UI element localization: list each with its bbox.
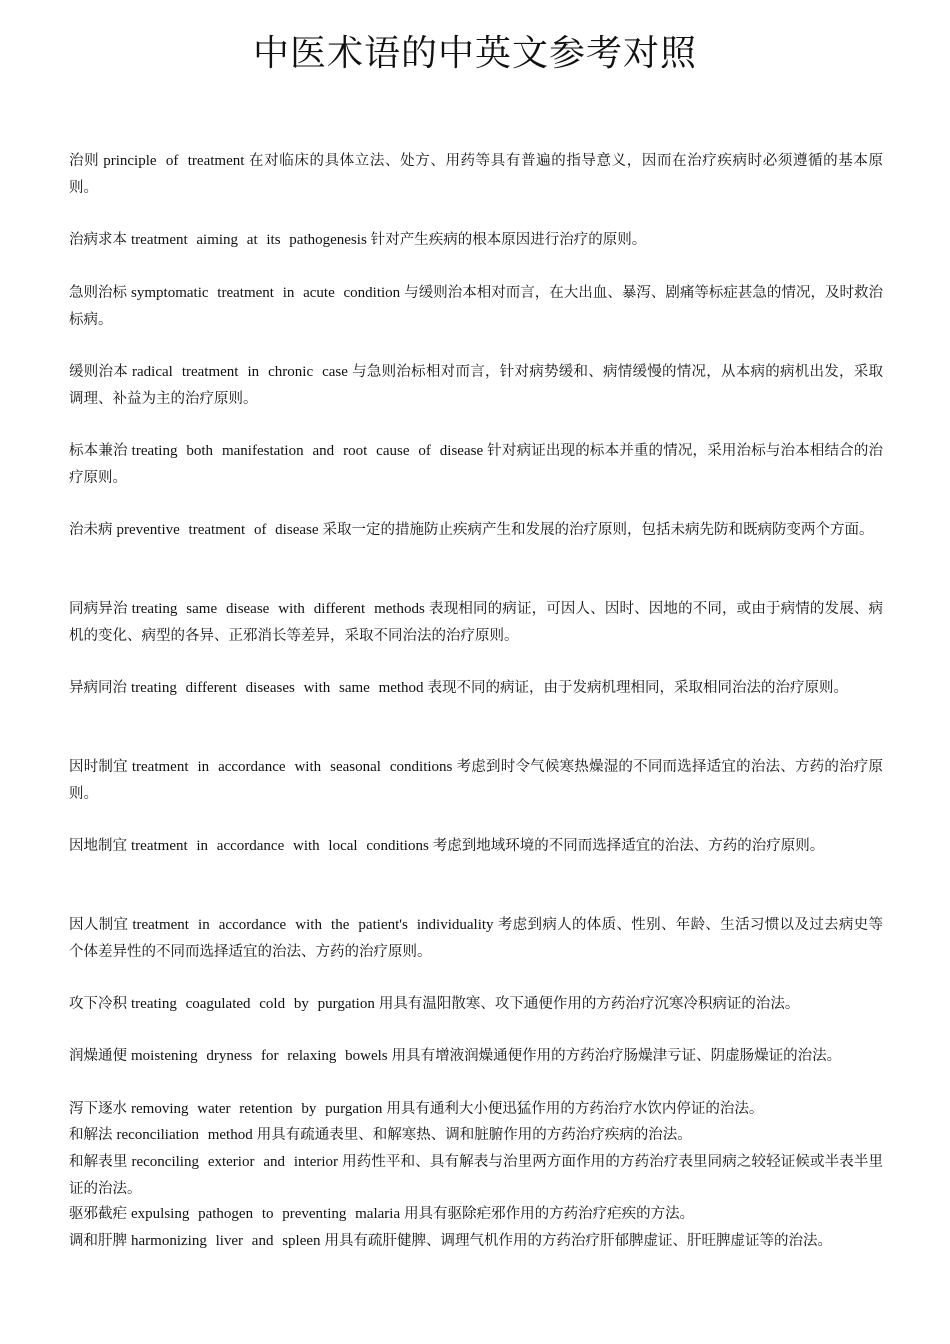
term-english: radical treatment in chronic case bbox=[132, 364, 348, 380]
term-definition: 针对病证出现的标本并重的情况，采用治标与治本相结合的治疗原则。 bbox=[69, 443, 883, 486]
term-chinese: 同病异治 bbox=[69, 601, 128, 617]
term-entry bbox=[69, 1095, 883, 1122]
term-english: treating coagulated cold by purgation bbox=[131, 996, 375, 1012]
term-english: principle of treatment bbox=[103, 153, 245, 169]
term-entry bbox=[69, 147, 883, 201]
term-english: treatment in accordance with the patient's individuality bbox=[132, 917, 494, 933]
term-definition: 用具有增液润燥通便作用的方药治疗肠燥津亏证、阴虚肠燥证的治法。 bbox=[391, 1048, 842, 1064]
term-chinese: 治病求本 bbox=[69, 232, 127, 248]
term-english: treatment in accordance with local conditions bbox=[131, 838, 429, 854]
term-entry bbox=[69, 1042, 883, 1069]
term-entry bbox=[69, 437, 883, 491]
term-english: reconciling exterior and interior bbox=[131, 1154, 339, 1170]
term-definition: 考虑到时令气候寒热燥湿的不同而选择适宜的治法、方药的治疗原则。 bbox=[69, 759, 884, 802]
term-english: treating same disease with different methods bbox=[131, 601, 425, 617]
term-entry bbox=[69, 595, 883, 649]
term-definition: 用具有温阳散寒、攻下通便作用的方药治疗沉寒冷积病证的治法。 bbox=[378, 996, 800, 1012]
term-english: reconciliation method bbox=[116, 1127, 253, 1143]
term-definition: 考虑到病人的体质、性别、年龄、生活习惯以及过去病史等个体差异性的不同而选择适宜的治法、方药的治疗原则。 bbox=[69, 917, 884, 960]
term-entry bbox=[69, 753, 883, 807]
term-chinese: 缓则治本 bbox=[69, 364, 129, 380]
term-chinese: 泻下逐水 bbox=[69, 1101, 127, 1117]
term-english: moistening dryness for relaxing bowels bbox=[131, 1048, 388, 1064]
term-entry bbox=[69, 1200, 883, 1227]
term-entry bbox=[69, 1148, 883, 1202]
term-chinese: 攻下冷积 bbox=[69, 996, 127, 1012]
term-english: treatment in accordance with seasonal conditions bbox=[131, 759, 453, 775]
term-definition: 采取一定的措施防止疾病产生和发展的治疗原则，包括未病先防和既病防变两个方面。 bbox=[322, 522, 874, 538]
term-entry bbox=[69, 990, 883, 1017]
term-definition: 表现相同的病证，可因人、因时、因地的不同，或由于病情的发展、病机的变化、病型的各异、正邪消长等差异，采取不同治法的治疗原则。 bbox=[69, 601, 884, 644]
term-chinese: 因地制宜 bbox=[69, 838, 127, 854]
page-title: 中医术语的中英文参考对照 bbox=[252, 33, 697, 74]
term-chinese: 调和肝脾 bbox=[69, 1233, 127, 1249]
term-entry bbox=[69, 279, 883, 333]
term-definition: 用具有疏通表里、和解寒热、调和脏腑作用的方药治疗疾病的治法。 bbox=[256, 1127, 692, 1143]
term-english: expulsing pathogen to preventing malaria bbox=[131, 1206, 401, 1222]
term-chinese: 和解表里 bbox=[69, 1154, 128, 1170]
term-english: preventive treatment of disease bbox=[116, 522, 319, 538]
term-english: removing water retention by purgation bbox=[131, 1101, 383, 1117]
term-entry bbox=[69, 358, 883, 412]
term-entry bbox=[69, 832, 883, 859]
term-definition: 用具有驱除疟邪作用的方药治疗疟疾的方法。 bbox=[404, 1206, 695, 1222]
term-chinese: 治则 bbox=[69, 153, 100, 169]
term-english: treatment aiming at its pathogenesis bbox=[131, 232, 367, 248]
term-entry bbox=[69, 674, 883, 701]
term-chinese: 标本兼治 bbox=[69, 443, 128, 459]
term-definition: 与缓则治本相对而言，在大出血、暴泻、剧痛等标症甚急的情况，及时救治标病。 bbox=[69, 285, 883, 328]
term-definition: 针对产生疾病的根本原因进行治疗的原则。 bbox=[370, 232, 647, 248]
term-definition: 用药性平和、具有解表与治里两方面作用的方药治疗表里同病之较轻证候或半表半里证的治法。 bbox=[69, 1154, 884, 1197]
term-chinese: 和解法 bbox=[69, 1127, 113, 1143]
term-chinese: 治未病 bbox=[69, 522, 113, 538]
term-english: treating different diseases with same method bbox=[131, 680, 424, 696]
term-chinese: 急则治标 bbox=[69, 285, 128, 301]
term-entry bbox=[69, 516, 883, 543]
term-english: harmonizing liver and spleen bbox=[131, 1233, 321, 1249]
term-chinese: 异病同治 bbox=[69, 680, 127, 696]
term-definition: 与急则治标相对而言，针对病势缓和、病情缓慢的情况，从本病的病机出发，采取调理、补益为主的治疗原则。 bbox=[69, 364, 883, 407]
term-definition: 考虑到地域环境的不同而选择适宜的治法、方药的治疗原则。 bbox=[432, 838, 825, 854]
term-entry bbox=[69, 1121, 883, 1148]
term-english: symptomatic treatment in acute condition bbox=[131, 285, 401, 301]
term-entry bbox=[69, 226, 883, 253]
term-entry bbox=[69, 911, 883, 965]
term-chinese: 因时制宜 bbox=[69, 759, 128, 775]
term-entry bbox=[69, 1227, 883, 1254]
term-chinese: 驱邪截疟 bbox=[69, 1206, 127, 1222]
term-chinese: 润燥通便 bbox=[69, 1048, 127, 1064]
term-definition: 表现不同的病证，由于发病机理相同，采取相同治法的治疗原则。 bbox=[427, 680, 849, 696]
term-chinese: 因人制宜 bbox=[69, 917, 129, 933]
term-definition: 用具有通利大小便迅猛作用的方药治疗水饮内停证的治法。 bbox=[386, 1101, 764, 1117]
term-english: treating both manifestation and root cause of disease bbox=[131, 443, 484, 459]
term-definition: 在对临床的具体立法、处方、用药等具有普遍的指导意义，因而在治疗疾病时必须遵循的基本原则。 bbox=[69, 153, 884, 196]
term-definition: 用具有疏肝健脾、调理气机作用的方药治疗肝郁脾虚证、肝旺脾虚证等的治法。 bbox=[324, 1233, 833, 1249]
